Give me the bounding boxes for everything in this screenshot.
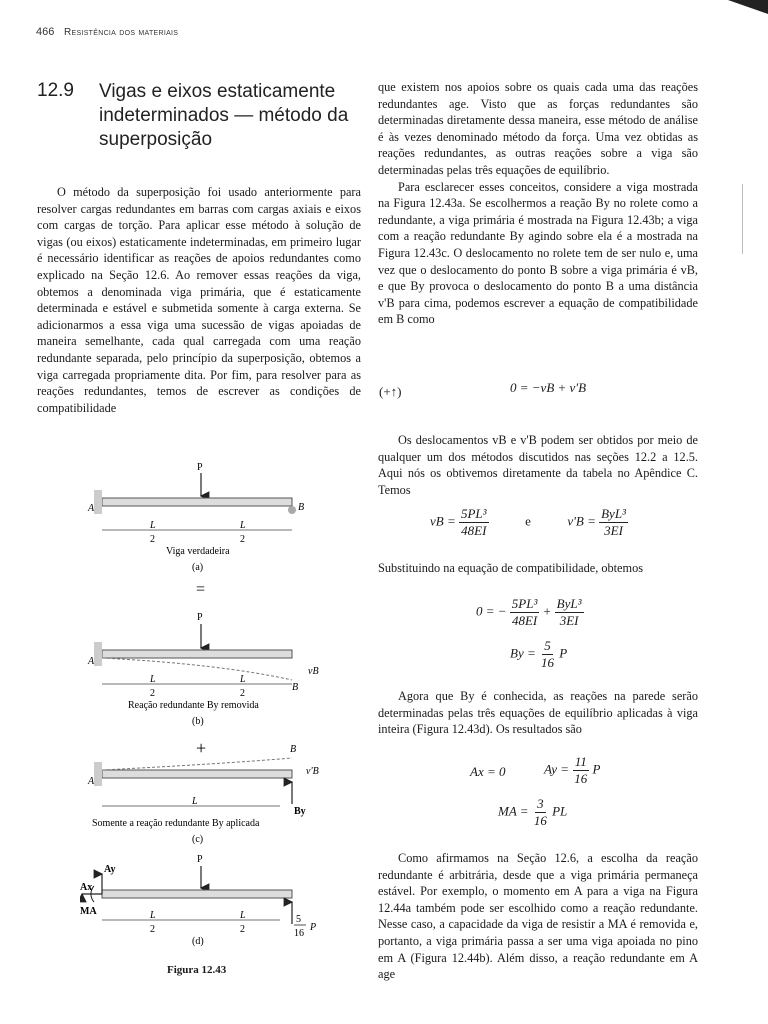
beam-a [102,498,292,506]
svg-text:MA: MA [80,906,97,917]
deflected-shape-c [102,758,292,770]
eq-vb: vB = $\frac{\text{5PL³}}{48EI}$ e v'B = $\frac{\text{ByL³}}{3EI}$ [430,506,626,538]
paragraph-reactions: Agora que By é conhecida, as reações na parede serão determinadas pelas três equações de equilíbrio aplicadas à viga inteira (Figura 12.43d). Os resultados são [378,689,698,737]
right-column-p1 [378,79,698,328]
deflected-shape-b [102,658,292,680]
compat-equation: 0 = −vB + v'B [510,380,587,395]
point-b-label-a: B [298,502,305,513]
caption-b: Reação redundante By removida [128,700,259,711]
page-number: 466 [36,26,55,38]
svg-text:A: A [88,776,95,787]
figure-part-b [87,612,319,727]
eq-substituted: 0 = − $\frac{\text{5PL³}}{48EI}$ + $\frac{\text{ByL³}}{3EI}$ [476,596,582,628]
plus-sign: + [196,738,207,758]
eq-ay: Ay = $\frac{11}{16}$ P [544,754,601,786]
svg-text:L: L [240,520,246,531]
eq-ax: Ax = 0 [470,764,506,779]
figure-caption: Figura 12.43 [167,964,227,976]
eq-by: By = $\frac{5}{16}$ P [510,638,568,670]
scan-corner-mark [708,0,768,16]
scan-margin-line [742,184,743,254]
svg-text:L: L [150,520,156,531]
svg-text:vB: vB [308,666,319,677]
svg-text:B: B [290,744,297,755]
svg-text:16: 16 [294,928,304,939]
tag-b: (b) [192,716,204,727]
intro-paragraph: O método da superposição foi usado anteriormente para resolver cargas redundantes em barras com cargas axiais e eixos com cargas de torção. Para aplicar esse método à solução de vigas (ou eixos) estaticamente indeterminadas, em primeiro lugar é necessário identificar as reações de apoios redundantes como explicado na Seção 12.6. Ao remover essas reações da viga, obtemos a denominada viga primária, que é estaticamente determinada e estável e submetida somente à carga externa. Se adicionarmos a essa viga uma sucessão de vigas apoiadas de maneira semelhante, cada qual carregada com uma reação redundante separada, pelo princípio da superposição, obtemos a viga carregada propriamente dita. Por fim, para resolver para as reações redundantes, temos de escrever as condições de compatibilidade [37,185,361,415]
figure-12-43 [80,458,340,958]
svg-text:v'B: v'B [306,766,319,777]
eq-ma: MA = $\frac{3}{16}$ PL [498,796,568,828]
right-column-p5 [378,850,698,983]
beam-c [102,770,292,778]
roller-a [288,506,296,514]
svg-text:B: B [292,682,299,693]
svg-text:2: 2 [240,688,245,699]
beam-d [102,890,292,898]
svg-text:L: L [150,674,156,685]
figure-part-a [87,462,304,573]
svg-text:L: L [240,674,246,685]
svg-text:L: L [150,910,156,921]
equals-sign: = [196,581,206,598]
paragraph-choice: Como afirmamos na Seção 12.6, a escolha da reação redundante é arbitrária, desde que a viga primária permaneça estável. Por exemplo, o momento em A para a viga na Figura 12.44a também pode ser escolhido como a reação redundante. Nesse caso, a capacidade da viga de resistir a MA é removida e, portanto, a viga primária passa a ser uma viga apoiada no pino em A (Figura 12.44b). Além disso, a reação redundante em A age [378,851,698,982]
svg-text:P: P [197,612,203,623]
svg-text:2: 2 [150,688,155,699]
figure-part-c [87,744,319,845]
figure-part-d [80,854,316,947]
caption-c: Somente a reação redundante By aplicada [92,818,260,829]
tag-a: (a) [192,562,204,573]
svg-text:By: By [294,806,306,817]
svg-text:Ax: Ax [80,882,93,893]
paragraph-displacements: Os deslocamentos vB e v'B podem ser obtidos por meio de qualquer um dos métodos discutidos nas seções 12.2 a 12.5. Aqui nós os obtivemos diretamente da tabela no Apêndice C. Temos [378,433,698,497]
substitution-text: Substituindo na equação de compatibilidade, obtemos [378,561,644,575]
svg-text:5: 5 [296,914,301,925]
svg-text:2: 2 [150,924,155,935]
svg-text:L: L [240,910,246,921]
caption-a: Viga verdadeira [166,546,230,557]
paragraph-forces: que existem nos apoios sobre os quais cada uma das reações redundantes age. Visto que as forças redundantes são determinadas diretamente dessa maneira, esse método de análise é às vezes denominado método da força. Uma vez obtidas as reações redundantes, as outras reações sobre a viga são determinadas pelas três equações de equilíbrio. [378,80,698,177]
beam-b [102,650,292,658]
wall-a [94,490,102,514]
left-column [37,184,361,416]
svg-text:2: 2 [150,534,155,545]
paragraph-example: Para esclarecer esses conceitos, considere a viga mostrada na Figura 12.43a. Se escolhermos a reação By no rolete como a redundante, a viga primária é mostrada na Figura 12.43b; a viga com a reação redundante By agindo sobre ela é a mostrada na Figura 12.43c. O deslocamento no rolete tem de ser nulo e, uma vez que o deslocamento do ponto B sobre a viga primária é vB, e que By provoca o deslocamento do ponto B a uma distância v'B para cima, podemos escrever a equação de compatibilidade em B como [378,179,698,327]
point-a-label-a: A [88,503,95,514]
right-column-p4 [378,688,698,738]
section-title: Vigas e eixos estaticamente indeterminados — método da superposição [99,81,349,150]
svg-text:2: 2 [240,534,245,545]
svg-text:Ay: Ay [104,864,116,875]
tag-c: (c) [192,834,204,845]
load-p-label-a: P [197,462,203,473]
svg-text:L: L [192,796,198,807]
compat-eq-label: (+↑) [379,384,402,399]
tag-d: (d) [192,936,204,947]
svg-text:2: 2 [240,924,245,935]
svg-text:A: A [88,656,95,667]
running-title: Resistência dos materiais [64,27,179,38]
svg-text:P: P [310,922,317,933]
svg-text:P: P [197,854,203,865]
section-number: 12.9 [37,80,74,101]
right-column-p3 [378,432,698,498]
